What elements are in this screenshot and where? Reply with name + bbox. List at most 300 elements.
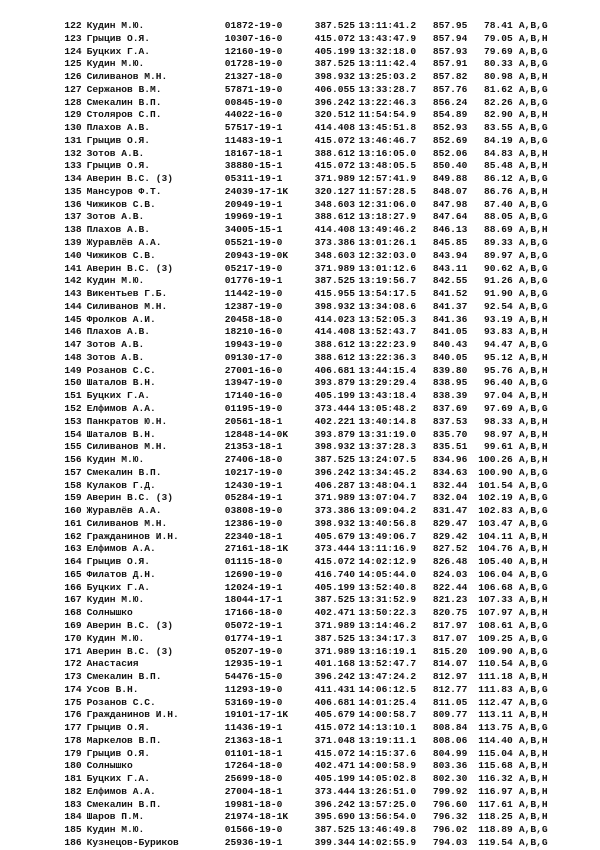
arrival-time-cell: 13:43:47.9 xyxy=(358,32,417,44)
speed-cell: 857.93 xyxy=(432,45,468,57)
groups-cell: A,B,H xyxy=(518,390,548,402)
distance-cell: 402.471 xyxy=(314,607,355,619)
speed-cell: 857.94 xyxy=(432,32,468,44)
table-row xyxy=(58,735,578,748)
table-row xyxy=(58,314,578,327)
distance-cell: 406.681 xyxy=(314,696,355,708)
place-number-cell: 135 xyxy=(64,185,82,197)
speed-cell: 827.52 xyxy=(432,543,468,555)
distance-cell: 415.072 xyxy=(314,747,355,759)
place-number-cell: 170 xyxy=(64,632,82,644)
arrival-time-cell: 13:11:41.2 xyxy=(358,20,417,31)
speed-cell: 829.47 xyxy=(432,517,468,529)
speed-cell: 841.52 xyxy=(432,288,468,300)
participant-name-cell: Анастасия xyxy=(86,658,139,670)
ring-code-cell: 38880-15-1 xyxy=(224,160,283,172)
arrival-time-cell: 13:11:42.4 xyxy=(358,58,417,70)
distance-cell: 406.287 xyxy=(314,479,355,491)
points-cell: 109.25 xyxy=(478,632,513,644)
groups-cell: A,B,G xyxy=(518,824,548,836)
distance-cell: 406.681 xyxy=(314,364,355,376)
groups-cell: A,B,H xyxy=(518,811,548,823)
place-number-cell: 147 xyxy=(64,339,82,351)
participant-name-cell: Кудин М.Ю. xyxy=(86,594,145,606)
table-row xyxy=(58,288,578,301)
points-cell: 118.25 xyxy=(478,811,513,823)
place-number-cell: 173 xyxy=(64,671,82,683)
groups-cell: A,B,H xyxy=(518,185,548,197)
participant-name-cell: Солнышко xyxy=(86,760,133,772)
participant-name-cell: Грыцив О.Я. xyxy=(86,32,151,44)
place-number-cell: 180 xyxy=(64,760,82,772)
place-number-cell: 184 xyxy=(64,811,82,823)
speed-cell: 847.98 xyxy=(432,198,468,210)
ring-code-cell: 12848-14-0K xyxy=(224,428,289,440)
points-cell: 84.83 xyxy=(484,147,513,159)
place-number-cell: 148 xyxy=(64,351,82,363)
participant-name-cell: Елфимов А.А. xyxy=(86,402,156,414)
points-cell: 85.48 xyxy=(484,160,513,172)
points-cell: 107.97 xyxy=(478,607,513,619)
place-number-cell: 186 xyxy=(64,837,82,848)
arrival-time-cell: 13:52:47.7 xyxy=(358,658,417,670)
ring-code-cell: 44022-16-0 xyxy=(224,109,283,121)
arrival-time-cell: 13:32:18.0 xyxy=(358,45,417,57)
groups-cell: A,B,G xyxy=(518,288,548,300)
ring-code-cell: 01566-19-0 xyxy=(224,824,283,836)
distance-cell: 402.471 xyxy=(314,760,355,772)
place-number-cell: 136 xyxy=(64,198,82,210)
participant-name-cell: Елфимов А.А. xyxy=(86,785,156,797)
groups-cell: A,B,H xyxy=(518,224,548,236)
distance-cell: 414.408 xyxy=(314,326,355,338)
speed-cell: 829.42 xyxy=(432,530,468,542)
points-cell: 89.97 xyxy=(484,249,513,261)
ring-code-cell: 18210-16-0 xyxy=(224,326,283,338)
participant-name-cell: Буцких Г.А. xyxy=(86,390,151,402)
ring-code-cell: 19943-19-0 xyxy=(224,339,283,351)
distance-cell: 414.408 xyxy=(314,224,355,236)
groups-cell: A,B,G xyxy=(518,122,548,134)
participant-name-cell: Смекалин В.П. xyxy=(86,96,162,108)
table-row xyxy=(58,722,578,735)
place-number-cell: 185 xyxy=(64,824,82,836)
distance-cell: 371.989 xyxy=(314,619,355,631)
arrival-time-cell: 13:48:05.5 xyxy=(358,160,417,172)
place-number-cell: 169 xyxy=(64,619,82,631)
speed-cell: 832.44 xyxy=(432,479,468,491)
points-cell: 98.33 xyxy=(484,415,513,427)
speed-cell: 856.24 xyxy=(432,96,468,108)
place-number-cell: 165 xyxy=(64,568,82,580)
points-cell: 97.69 xyxy=(484,402,513,414)
groups-cell: A,B,G xyxy=(518,339,548,351)
table-row xyxy=(58,58,578,71)
ring-code-cell: 01101-18-1 xyxy=(224,747,283,759)
speed-cell: 845.85 xyxy=(432,237,468,249)
distance-cell: 393.879 xyxy=(314,377,355,389)
ring-code-cell: 12160-19-0 xyxy=(224,45,283,57)
ring-code-cell: 19101-17-1K xyxy=(224,709,289,721)
ring-code-cell: 34005-15-1 xyxy=(224,224,283,236)
points-cell: 117.61 xyxy=(478,798,513,810)
distance-cell: 396.242 xyxy=(314,671,355,683)
arrival-time-cell: 13:19:56.7 xyxy=(358,275,417,287)
points-cell: 114.40 xyxy=(478,734,513,746)
place-number-cell: 150 xyxy=(64,377,82,389)
participant-name-cell: Кудин М.Ю. xyxy=(86,454,145,466)
groups-cell: A,B,H xyxy=(518,71,548,83)
participant-name-cell: Кудин М.Ю. xyxy=(86,824,145,836)
groups-cell: A,B,H xyxy=(518,594,548,606)
speed-cell: 809.77 xyxy=(432,709,468,721)
table-row xyxy=(58,275,578,288)
arrival-time-cell: 13:52:43.7 xyxy=(358,326,417,338)
points-cell: 111.18 xyxy=(478,671,513,683)
arrival-time-cell: 13:49:46.2 xyxy=(358,224,417,236)
arrival-time-cell: 14:02:12.9 xyxy=(358,556,417,568)
arrival-time-cell: 12:57:41.9 xyxy=(358,173,417,185)
speed-cell: 838.39 xyxy=(432,390,468,402)
points-cell: 79.69 xyxy=(484,45,513,57)
speed-cell: 841.37 xyxy=(432,300,468,312)
distance-cell: 373.444 xyxy=(314,785,355,797)
place-number-cell: 128 xyxy=(64,96,82,108)
points-cell: 101.54 xyxy=(478,479,513,491)
participant-name-cell: Зотов А.В. xyxy=(86,339,145,351)
table-row xyxy=(58,454,578,467)
distance-cell: 371.989 xyxy=(314,173,355,185)
table-row xyxy=(58,773,578,786)
ring-code-cell: 12386-19-0 xyxy=(224,517,283,529)
ring-code-cell: 01115-18-0 xyxy=(224,556,283,568)
points-cell: 88.05 xyxy=(484,211,513,223)
speed-cell: 804.99 xyxy=(432,747,468,759)
arrival-time-cell: 14:15:37.6 xyxy=(358,747,417,759)
groups-cell: A,B,H xyxy=(518,364,548,376)
participant-name-cell: Журавлёв А.А. xyxy=(86,505,162,517)
ring-code-cell: 03808-19-0 xyxy=(224,505,283,517)
ring-code-cell: 12935-19-1 xyxy=(224,658,283,670)
place-number-cell: 146 xyxy=(64,326,82,338)
groups-cell: A,B,H xyxy=(518,428,548,440)
arrival-time-cell: 13:45:51.8 xyxy=(358,122,417,134)
arrival-time-cell: 13:40:56.8 xyxy=(358,517,417,529)
distance-cell: 371.989 xyxy=(314,492,355,504)
ring-code-cell: 21974-18-1K xyxy=(224,811,289,823)
groups-cell: A,B,G xyxy=(518,479,548,491)
place-number-cell: 137 xyxy=(64,211,82,223)
speed-cell: 846.13 xyxy=(432,224,468,236)
participant-name-cell: Усов В.Н. xyxy=(86,683,139,695)
ring-code-cell: 17140-16-0 xyxy=(224,390,283,402)
points-cell: 79.05 xyxy=(484,32,513,44)
distance-cell: 406.055 xyxy=(314,83,355,95)
arrival-time-cell: 13:31:19.0 xyxy=(358,428,417,440)
ring-code-cell: 01872-19-0 xyxy=(224,20,283,31)
place-number-cell: 122 xyxy=(64,20,82,31)
arrival-time-cell: 13:56:54.0 xyxy=(358,811,417,823)
speed-cell: 812.77 xyxy=(432,683,468,695)
table-row xyxy=(58,799,578,812)
ring-code-cell: 01728-19-0 xyxy=(224,58,283,70)
points-cell: 115.04 xyxy=(478,747,513,759)
arrival-time-cell: 13:31:52.9 xyxy=(358,594,417,606)
arrival-time-cell: 13:26:51.0 xyxy=(358,785,417,797)
participant-name-cell: Кузнецов-Буриков xyxy=(86,837,179,848)
distance-cell: 411.431 xyxy=(314,683,355,695)
table-row xyxy=(58,237,578,250)
participant-name-cell: Кудин М.Ю. xyxy=(86,20,145,31)
groups-cell: A,B,G xyxy=(518,402,548,414)
distance-cell: 348.603 xyxy=(314,249,355,261)
speed-cell: 796.60 xyxy=(432,798,468,810)
place-number-cell: 157 xyxy=(64,466,82,478)
ring-code-cell: 25936-19-1 xyxy=(224,837,283,848)
arrival-time-cell: 13:50:22.3 xyxy=(358,607,417,619)
speed-cell: 814.07 xyxy=(432,658,468,670)
place-number-cell: 163 xyxy=(64,543,82,555)
distance-cell: 396.242 xyxy=(314,96,355,108)
place-number-cell: 134 xyxy=(64,173,82,185)
place-number-cell: 124 xyxy=(64,45,82,57)
participant-name-cell: Кудин М.Ю. xyxy=(86,275,145,287)
participant-name-cell: Викентьев Г.Б. xyxy=(86,288,168,300)
place-number-cell: 140 xyxy=(64,249,82,261)
speed-cell: 850.40 xyxy=(432,160,468,172)
table-row xyxy=(58,429,578,442)
groups-cell: A,B,G xyxy=(518,58,548,70)
distance-cell: 416.740 xyxy=(314,568,355,580)
ring-code-cell: 18044-17-1 xyxy=(224,594,283,606)
participant-name-cell: Зотов А.В. xyxy=(86,211,145,223)
ring-code-cell: 21327-18-0 xyxy=(224,71,283,83)
speed-cell: 857.76 xyxy=(432,83,468,95)
table-row xyxy=(58,658,578,671)
ring-code-cell: 05521-19-0 xyxy=(224,237,283,249)
distance-cell: 398.932 xyxy=(314,300,355,312)
participant-name-cell: Силиванов М.Н. xyxy=(86,71,168,83)
ring-code-cell: 57517-19-1 xyxy=(224,122,283,134)
groups-cell: A,B,H xyxy=(518,160,548,172)
groups-cell: A,B,H xyxy=(518,709,548,721)
points-cell: 100.26 xyxy=(478,454,513,466)
groups-cell: A,B,G xyxy=(518,505,548,517)
arrival-time-cell: 12:31:06.0 xyxy=(358,198,417,210)
participant-name-cell: Силиванов М.Н. xyxy=(86,300,168,312)
points-cell: 95.12 xyxy=(484,351,513,363)
place-number-cell: 164 xyxy=(64,556,82,568)
place-number-cell: 171 xyxy=(64,645,82,657)
participant-name-cell: Буцких Г.А. xyxy=(86,45,151,57)
place-number-cell: 153 xyxy=(64,415,82,427)
place-number-cell: 174 xyxy=(64,683,82,695)
place-number-cell: 123 xyxy=(64,32,82,44)
groups-cell: A,B,G xyxy=(518,275,548,287)
table-row xyxy=(58,160,578,173)
participant-name-cell: Зотов А.В. xyxy=(86,351,145,363)
distance-cell: 396.242 xyxy=(314,466,355,478)
participant-name-cell: Маркелов В.П. xyxy=(86,734,162,746)
distance-cell: 373.386 xyxy=(314,237,355,249)
groups-cell: A,B,G xyxy=(518,466,548,478)
arrival-time-cell: 13:11:16.9 xyxy=(358,543,417,555)
distance-cell: 320.512 xyxy=(314,109,355,121)
table-row xyxy=(58,748,578,761)
distance-cell: 399.344 xyxy=(314,837,355,848)
place-number-cell: 129 xyxy=(64,109,82,121)
participant-name-cell: Журавлёв А.А. xyxy=(86,237,162,249)
ring-code-cell: 20943-19-0K xyxy=(224,249,289,261)
groups-cell: A,B,G xyxy=(518,173,548,185)
distance-cell: 415.072 xyxy=(314,160,355,172)
table-row xyxy=(58,339,578,352)
ring-code-cell: 20561-18-1 xyxy=(224,415,283,427)
points-cell: 78.41 xyxy=(484,20,513,31)
ring-code-cell: 10217-19-0 xyxy=(224,466,283,478)
participant-name-cell: Буцких Г.А. xyxy=(86,773,151,785)
distance-cell: 415.072 xyxy=(314,134,355,146)
table-row xyxy=(58,697,578,710)
place-number-cell: 143 xyxy=(64,288,82,300)
participant-name-cell: Плахов А.В. xyxy=(86,326,151,338)
arrival-time-cell: 13:48:04.1 xyxy=(358,479,417,491)
speed-cell: 841.36 xyxy=(432,313,468,325)
groups-cell: A,B,G xyxy=(518,262,548,274)
distance-cell: 371.989 xyxy=(314,645,355,657)
speed-cell: 852.93 xyxy=(432,122,468,134)
points-cell: 87.40 xyxy=(484,198,513,210)
place-number-cell: 141 xyxy=(64,262,82,274)
table-row xyxy=(58,199,578,212)
table-row xyxy=(58,365,578,378)
participant-name-cell: Елфимов А.А. xyxy=(86,543,156,555)
participant-name-cell: Грыцив О.Я. xyxy=(86,722,151,734)
arrival-time-cell: 13:19:11.1 xyxy=(358,734,417,746)
speed-cell: 840.43 xyxy=(432,339,468,351)
place-number-cell: 151 xyxy=(64,390,82,402)
distance-cell: 405.199 xyxy=(314,390,355,402)
distance-cell: 387.525 xyxy=(314,20,355,31)
participant-name-cell: Смекалин В.П. xyxy=(86,466,162,478)
points-cell: 86.76 xyxy=(484,185,513,197)
points-cell: 93.19 xyxy=(484,313,513,325)
place-number-cell: 144 xyxy=(64,300,82,312)
ring-code-cell: 00845-19-0 xyxy=(224,96,283,108)
speed-cell: 841.05 xyxy=(432,326,468,338)
participant-name-cell: Шаталов В.Н. xyxy=(86,428,156,440)
points-cell: 113.75 xyxy=(478,722,513,734)
place-number-cell: 156 xyxy=(64,454,82,466)
speed-cell: 808.84 xyxy=(432,722,468,734)
ring-code-cell: 22340-18-1 xyxy=(224,530,283,542)
participant-name-cell: Гражданинов И.Н. xyxy=(86,709,179,721)
groups-cell: A,B,H xyxy=(518,543,548,555)
groups-cell: A,B,H xyxy=(518,798,548,810)
ring-code-cell: 11442-19-0 xyxy=(224,288,283,300)
arrival-time-cell: 13:34:08.6 xyxy=(358,300,417,312)
arrival-time-cell: 13:25:03.2 xyxy=(358,71,417,83)
points-cell: 104.76 xyxy=(478,543,513,555)
arrival-time-cell: 13:29:29.4 xyxy=(358,377,417,389)
groups-cell: A,B,H xyxy=(518,530,548,542)
points-cell: 111.83 xyxy=(478,683,513,695)
points-cell: 91.26 xyxy=(484,275,513,287)
table-row xyxy=(58,71,578,84)
arrival-time-cell: 13:57:25.0 xyxy=(358,798,417,810)
groups-cell: A,B,G xyxy=(518,837,548,848)
groups-cell: A,B,H xyxy=(518,415,548,427)
points-cell: 91.90 xyxy=(484,288,513,300)
points-cell: 98.97 xyxy=(484,428,513,440)
place-number-cell: 145 xyxy=(64,313,82,325)
participant-name-cell: Буцких Г.А. xyxy=(86,581,151,593)
arrival-time-cell: 11:54:54.9 xyxy=(358,109,417,121)
groups-cell: A,B,G xyxy=(518,134,548,146)
distance-cell: 388.612 xyxy=(314,211,355,223)
arrival-time-cell: 14:01:25.4 xyxy=(358,696,417,708)
groups-cell: A,B,H xyxy=(518,454,548,466)
groups-cell: A,B,H xyxy=(518,351,548,363)
ring-code-cell: 11436-19-1 xyxy=(224,722,283,734)
participant-name-cell: Аверин В.С. (3) xyxy=(86,619,174,631)
arrival-time-cell: 13:44:15.4 xyxy=(358,364,417,376)
participant-name-cell: Аверин В.С. (3) xyxy=(86,492,174,504)
points-cell: 84.19 xyxy=(484,134,513,146)
distance-cell: 348.603 xyxy=(314,198,355,210)
participant-name-cell: Панкратов Ю.Н. xyxy=(86,415,168,427)
distance-cell: 388.612 xyxy=(314,339,355,351)
participant-name-cell: Грыцив О.Я. xyxy=(86,160,151,172)
place-number-cell: 155 xyxy=(64,441,82,453)
ring-code-cell: 18167-18-1 xyxy=(224,147,283,159)
points-cell: 94.47 xyxy=(484,339,513,351)
participant-name-cell: Мансуров Ф.Т. xyxy=(86,185,162,197)
place-number-cell: 160 xyxy=(64,505,82,517)
participant-name-cell: Кудин М.Ю. xyxy=(86,58,145,70)
points-cell: 89.33 xyxy=(484,237,513,249)
speed-cell: 848.07 xyxy=(432,185,468,197)
arrival-time-cell: 13:34:17.3 xyxy=(358,632,417,644)
results-table xyxy=(58,20,578,850)
speed-cell: 817.97 xyxy=(432,619,468,631)
place-number-cell: 179 xyxy=(64,747,82,759)
arrival-time-cell: 13:24:07.5 xyxy=(358,454,417,466)
place-number-cell: 162 xyxy=(64,530,82,542)
table-row xyxy=(58,403,578,416)
points-cell: 116.97 xyxy=(478,785,513,797)
speed-cell: 820.75 xyxy=(432,607,468,619)
place-number-cell: 159 xyxy=(64,492,82,504)
place-number-cell: 167 xyxy=(64,594,82,606)
place-number-cell: 172 xyxy=(64,658,82,670)
points-cell: 106.04 xyxy=(478,568,513,580)
distance-cell: 401.168 xyxy=(314,658,355,670)
points-cell: 82.90 xyxy=(484,109,513,121)
participant-name-cell: Смекалин В.П. xyxy=(86,671,162,683)
groups-cell: A,B,G xyxy=(518,492,548,504)
table-row xyxy=(58,505,578,518)
ring-code-cell: 05207-19-0 xyxy=(224,645,283,657)
distance-cell: 396.242 xyxy=(314,798,355,810)
groups-cell: A,B,G xyxy=(518,581,548,593)
points-cell: 100.90 xyxy=(478,466,513,478)
speed-cell: 821.23 xyxy=(432,594,468,606)
speed-cell: 803.36 xyxy=(432,760,468,772)
points-cell: 97.04 xyxy=(484,390,513,402)
place-number-cell: 176 xyxy=(64,709,82,721)
table-row xyxy=(58,122,578,135)
